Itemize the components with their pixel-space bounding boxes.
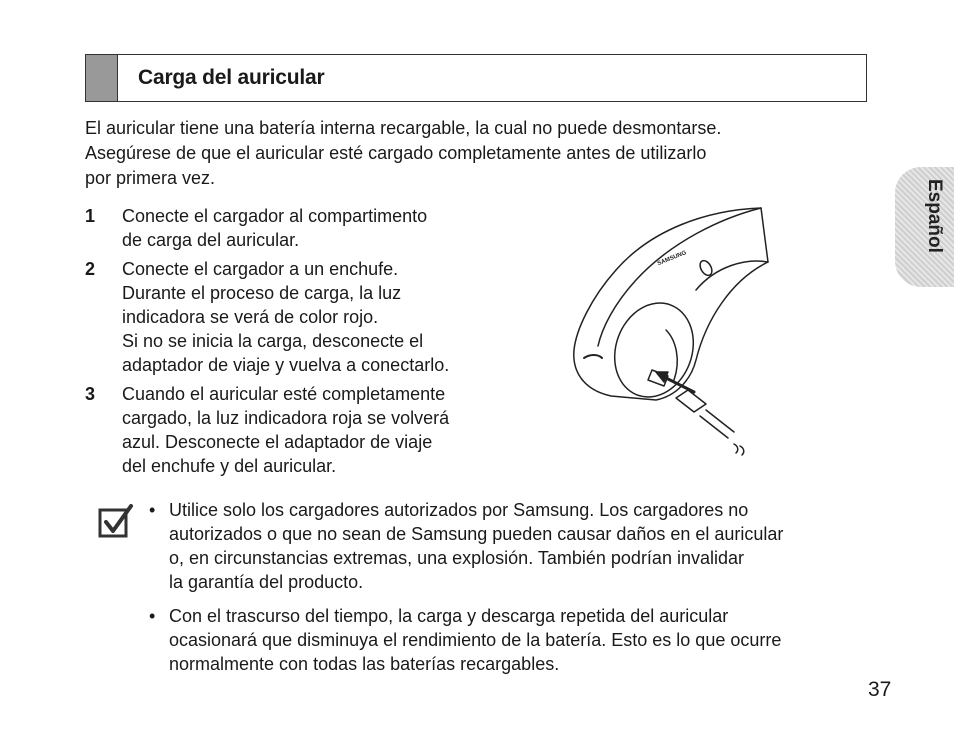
brand-label: SAMSUNG xyxy=(656,250,688,268)
note-text: ocasionará que disminuya el rendimiento de la batería. Esto es lo que ocurre xyxy=(169,630,782,650)
step-text: Conecte el cargador a un enchufe. xyxy=(122,259,399,279)
headset-body xyxy=(574,208,768,400)
headset-top-edge xyxy=(598,208,761,346)
section-header-block xyxy=(86,55,118,101)
note-item xyxy=(145,604,875,676)
language-label: Español xyxy=(924,179,945,253)
headset-charging-illustration xyxy=(556,200,776,470)
section-title: Carga del auricular xyxy=(138,66,325,89)
step-number: 3 xyxy=(85,384,96,404)
step-text: indicadora se verá de color rojo. xyxy=(122,307,379,327)
step-item xyxy=(85,257,505,377)
intro-line: El auricular tiene una batería interna recargable, la cual no puede desmontarse. xyxy=(85,118,722,138)
section-header xyxy=(85,54,867,102)
note-text: Con el trascurso del tiempo, la carga y descarga repetida del auricular xyxy=(169,606,729,626)
intro-paragraph xyxy=(85,116,825,191)
step-item xyxy=(85,382,505,478)
note-text: o, en circunstancias extremas, una explosión. También podrían invalidar xyxy=(169,548,744,568)
step-text: del enchufe y del auricular. xyxy=(122,456,337,476)
bullet: • xyxy=(149,500,156,520)
bullet: • xyxy=(149,606,156,626)
cable-squiggle xyxy=(734,444,744,455)
steps-list xyxy=(85,204,505,483)
mic-slot xyxy=(584,355,602,358)
note-text: Utilice solo los cargadores autorizados por Samsung. Los cargadores no xyxy=(169,500,749,520)
step-text: adaptador de viaje y vuelva a conectarlo. xyxy=(122,355,450,375)
step-text: cargado, la luz indicadora roja se volverá xyxy=(122,408,450,428)
step-item xyxy=(85,204,505,252)
intro-line: Asegúrese de que el auricular esté cargado completamente antes de utilizarlo xyxy=(85,143,707,163)
step-text: Si no se inicia la carga, desconecte el xyxy=(122,331,424,351)
step-text: Cuando el auricular esté completamente xyxy=(122,384,446,404)
notes-list xyxy=(145,498,875,686)
intro-line: por primera vez. xyxy=(85,168,216,188)
step-text: de carga del auricular. xyxy=(122,230,300,250)
step-text: Durante el proceso de carga, la luz xyxy=(122,283,402,303)
step-number: 2 xyxy=(85,259,96,279)
checkbox-checked-icon xyxy=(98,504,134,540)
charger-plug xyxy=(676,390,706,412)
charger-cable xyxy=(700,410,734,438)
note-text: autorizados o que no sean de Samsung pueden causar daños en el auricular xyxy=(169,524,784,544)
step-text: azul. Desconecte el adaptador de viaje xyxy=(122,432,433,452)
note-text: la garantía del producto. xyxy=(169,572,364,592)
page-number: 37 xyxy=(868,678,892,701)
language-side-tab xyxy=(895,167,954,287)
note-text: normalmente con todas las baterías recargables. xyxy=(169,654,560,674)
step-text: Conecte el cargador al compartimento xyxy=(122,206,428,226)
note-item xyxy=(145,498,875,594)
step-number: 1 xyxy=(85,206,96,226)
